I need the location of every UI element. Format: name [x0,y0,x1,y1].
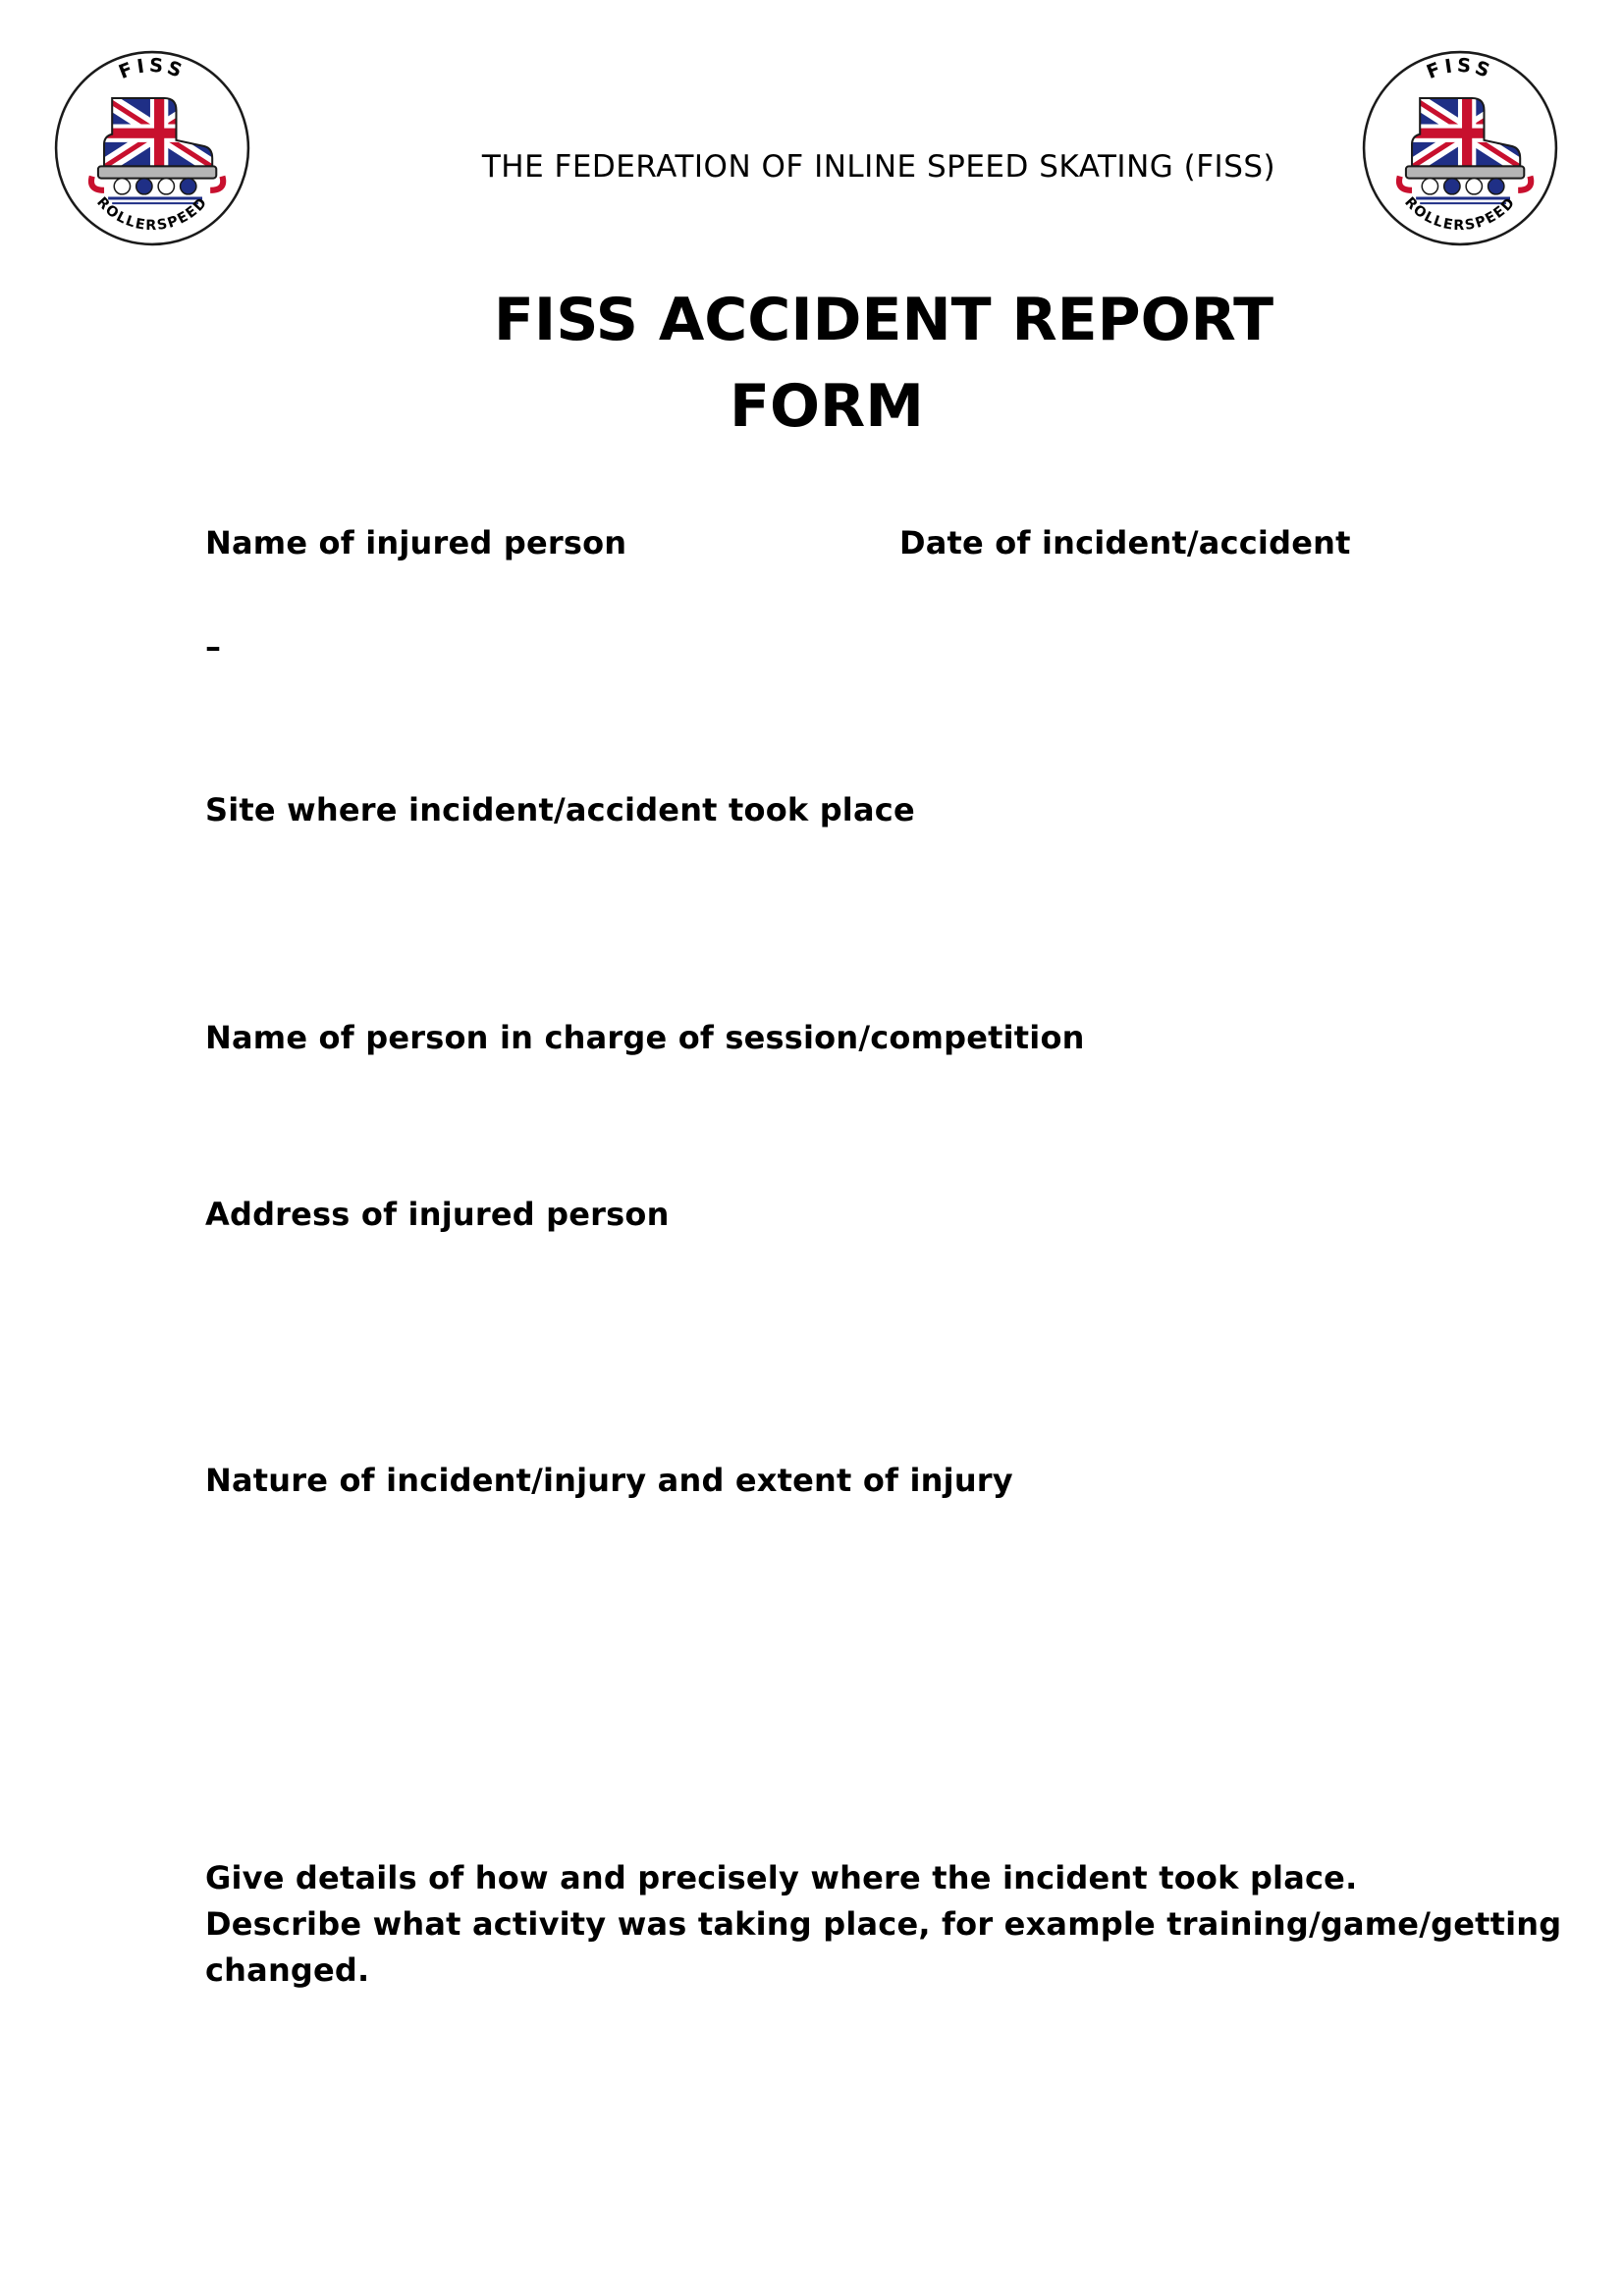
fiss-rollerspeed-logo-icon [52,48,252,248]
details-line-2: Describe what activity was taking place, for example training/game/getting [205,1905,1562,1943]
fiss-logo-right [1360,48,1560,248]
fiss-rollerspeed-logo-icon [1360,48,1560,248]
person-in-charge-label: Name of person in charge of session/competition [205,1019,1085,1056]
details-line-3: changed. [205,1951,370,1989]
logo-top-text: FISS [1423,53,1497,84]
form-title-line1: FISS ACCIDENT REPORT [493,286,1274,354]
form-title-line2: FORM [730,372,924,441]
fiss-logo-left [52,48,252,248]
logo-bottom-text: ROLLERSPEED [93,194,211,235]
name-of-injured-person-label: Name of injured person [205,524,627,561]
incident-details-instructions [205,1855,1562,1994]
logo-top-text: FISS [115,53,189,84]
date-of-incident-label: Date of incident/accident [899,524,1351,561]
form-title [461,277,1306,450]
incident-site-label: Site where incident/accident took place [205,791,915,828]
dash-mark: – [205,628,222,666]
logo-bottom-text: ROLLERSPEED [1401,194,1519,235]
address-of-injured-person-label: Address of injured person [205,1196,670,1233]
details-line-1: Give details of how and precisely where the incident took place. [205,1859,1358,1896]
organisation-title: THE FEDERATION OF INLINE SPEED SKATING (FISS) [481,149,1276,185]
nature-of-injury-label: Nature of incident/injury and extent of injury [205,1462,1013,1499]
